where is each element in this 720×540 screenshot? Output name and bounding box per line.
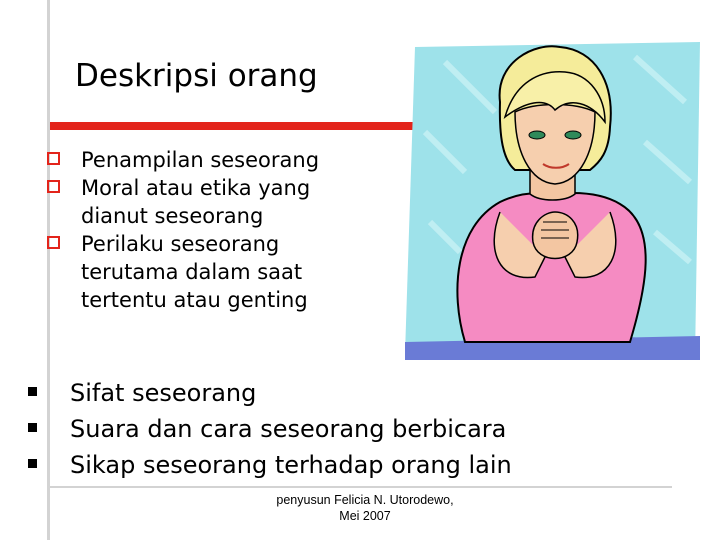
filled-square-icon	[28, 459, 37, 468]
title-underline	[50, 122, 420, 130]
upper-bullet-list	[47, 146, 387, 314]
footer-date: Mei 2007	[339, 509, 391, 523]
filled-square-icon	[28, 387, 37, 396]
hollow-square-icon	[47, 180, 60, 193]
hollow-square-icon	[47, 236, 60, 249]
woman-clipart-illustration	[405, 42, 700, 360]
footer-author: penyusun Felicia N. Utorodewo,	[276, 493, 454, 507]
footer-line	[47, 486, 672, 488]
list-item: Penampilan seseorang	[47, 146, 387, 174]
list-item: Sifat seseorang	[28, 375, 512, 411]
lower-bullet-list	[28, 375, 512, 483]
slide-title: Deskripsi orang	[75, 58, 318, 94]
hollow-square-icon	[47, 152, 60, 165]
list-item: Suara dan cara seseorang berbicara	[28, 411, 512, 447]
list-item: Sikap seseorang terhadap orang lain	[28, 447, 512, 483]
list-item: Moral atau etika yang dianut seseorang	[47, 174, 387, 230]
list-item: Perilaku seseorang terutama dalam saat tertentu atau genting	[47, 230, 387, 314]
filled-square-icon	[28, 423, 37, 432]
footer-credit	[220, 492, 510, 524]
